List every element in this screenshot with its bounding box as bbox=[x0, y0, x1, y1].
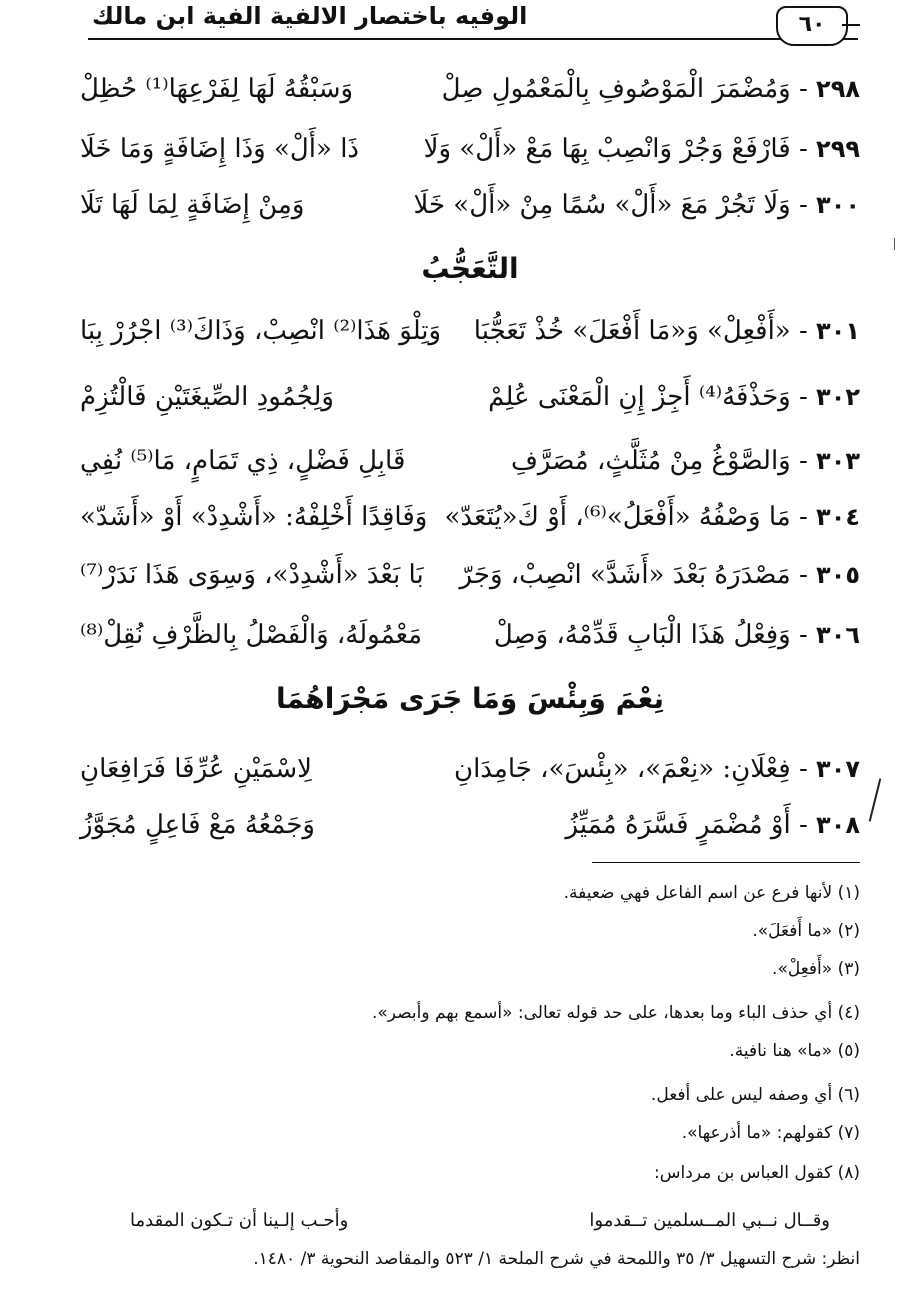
footnote-8: (٨) كقول العباس بن مرداس: bbox=[654, 1163, 860, 1183]
verse-300 bbox=[80, 180, 860, 230]
verse-number: ٣٠٠ bbox=[816, 191, 860, 219]
verse-second-hemistich: بَا بَعْدَ «أَشْدِدْ»، وَسِوَى هَذَا نَدَرْ⁽⁷⁾ bbox=[80, 560, 424, 590]
footnote-2: (٢) «ما أَفعَلَ». bbox=[752, 921, 860, 941]
verse-text: فِعْلَانِ: «نِعْمَ»، «بِئْسَ»، جَامِدَانِ bbox=[453, 754, 791, 784]
verse-text: وَفِعْلُ هَذَا الْبَابِ قَدِّمْهُ، وَصِلْ bbox=[493, 620, 791, 650]
footnote-4: (٤) أي حذف الباء وما بعدها، على حد قوله تعالى: «أسمع بهم وأبصر». bbox=[371, 1003, 860, 1023]
verse-first-hemistich: ٣٠٣ - وَالصَّوْغُ مِنْ مُثَلَّثٍ، مُصَرَّفِ bbox=[510, 446, 860, 476]
verse-304 bbox=[80, 492, 860, 542]
verse-second-hemistich: قَابِلِ فَضْلٍ، ذِي تَمَامٍ، مَا⁽⁵⁾ نُفِي bbox=[80, 446, 406, 476]
margin-mark bbox=[894, 238, 895, 250]
footnote-reference: انظر: شرح التسهيل ٣/ ٣٥ واللمحة في شرح الملحة ١/ ٥٢٣ والمقاصد النحوية ٣/ ١٤٨٠. bbox=[253, 1249, 860, 1269]
header-rule bbox=[88, 38, 858, 40]
page-number: ٦٠ bbox=[776, 6, 848, 46]
verse-299 bbox=[80, 124, 860, 174]
verse-number: ٣٠٧ bbox=[816, 755, 860, 783]
verse-text: أَوْ مُضْمَرٍ فَسَّرَهُ مُمَيِّزُ bbox=[565, 810, 791, 840]
verse-text: فَارْفَعْ وَجُرْ وَانْصِبْ بِهَا مَعْ «أَلْ» وَلَا bbox=[423, 134, 791, 164]
verse-second-hemistich: وَجَمْعُهُ مَعْ فَاعِلٍ مُجَوَّزُ bbox=[80, 810, 315, 840]
verse-number: ٣٠٦ bbox=[816, 621, 860, 649]
verse-text: وَلَا تَجُرْ مَعَ «أَلْ» سُمًا مِنْ «أَلْ» خَلَا bbox=[413, 190, 791, 220]
verse-number: ٣٠٤ bbox=[816, 503, 860, 531]
footnote-1: (١) لأنها فرع عن اسم الفاعل فهي ضعيفة. bbox=[563, 883, 860, 903]
verse-302 bbox=[80, 372, 860, 422]
verse-number: ٣٠٨ bbox=[816, 811, 860, 839]
margin-slash-mark bbox=[869, 778, 882, 821]
verse-second-hemistich: وَفَاقِدًا أَخْلِفْهُ: «أَشْدِدْ» أَوْ «أَشَدّ» bbox=[80, 502, 428, 532]
verse-first-hemistich: ٣٠٢ - وَحَذْفَهُ⁽⁴⁾ أَجِزْ إِنِ الْمَعْنَى عُلِمْ bbox=[488, 382, 860, 412]
footnote-5: (٥) «ما» هنا نافية. bbox=[729, 1041, 860, 1061]
section-title-nima-bisa: نِعْمَ وَبِئْسَ وَمَا جَرَى مَجْرَاهُمَا bbox=[276, 682, 664, 715]
poem-second-hemistich: وأحـب إلـينا أن تـكون المقدما bbox=[130, 1210, 349, 1231]
verse-second-hemistich: وَمِنْ إِضَافَةٍ لِمَا لَهَا تَلَا bbox=[80, 190, 305, 220]
footnote-3: (٣) «أَفعِلْ». bbox=[772, 959, 860, 979]
verse-303 bbox=[80, 436, 860, 486]
verse-second-hemistich: ذَا «أَلْ» وَذَا إِضَافَةٍ وَمَا خَلَا bbox=[80, 134, 359, 164]
verse-text: وَحَذْفَهُ⁽⁴⁾ أَجِزْ إِنِ الْمَعْنَى عُلِمْ bbox=[488, 382, 791, 412]
verse-second-hemistich: وَسَبْقُهُ لَهَا لِفَرْعِهَا⁽¹⁾ حُظِلْ bbox=[80, 74, 354, 104]
verse-number: ٢٩٨ bbox=[816, 75, 860, 103]
verse-first-hemistich: ٢٩٩ - فَارْفَعْ وَجُرْ وَانْصِبْ بِهَا مَعْ «أَلْ» وَلَا bbox=[423, 134, 860, 164]
page-number-ornament bbox=[842, 24, 860, 26]
verse-second-hemistich: مَعْمُولَهُ، وَالْفَصْلُ بِالظَّرْفِ نُقِلْ⁽⁸⁾ bbox=[80, 620, 423, 650]
verse-text: وَالصَّوْغُ مِنْ مُثَلَّثٍ، مُصَرَّفِ bbox=[510, 446, 791, 476]
verse-first-hemistich: ٣٠٨ - أَوْ مُضْمَرٍ فَسَّرَهُ مُمَيِّزُ bbox=[565, 810, 860, 840]
quoted-poem-line bbox=[130, 1204, 830, 1238]
poem-first-hemistich: وقــال نــبي المــسلمين تــقدموا bbox=[589, 1210, 830, 1231]
verse-number: ٣٠١ bbox=[816, 317, 860, 345]
verse-second-hemistich: وَلِجُمُودِ الصِّيغَتَيْنِ فَالْتُزِمْ bbox=[80, 382, 334, 412]
verse-308 bbox=[80, 800, 860, 850]
verse-number: ٢٩٩ bbox=[816, 135, 860, 163]
verse-305 bbox=[80, 550, 860, 600]
verse-text: مَصْدَرَهُ بَعْدَ «أَشَدَّ» انْصِبْ، وَجَرّ bbox=[459, 560, 791, 590]
verse-text: وَمُضْمَرَ الْمَوْصُوفِ بِالْمَعْمُولِ صِلْ bbox=[441, 74, 791, 104]
verse-306 bbox=[80, 610, 860, 660]
section-title-taajjub: التَّعَجُّبُ bbox=[421, 252, 519, 285]
verse-307 bbox=[80, 744, 860, 794]
verse-first-hemistich: ٣٠١ - «أَفْعِلْ» وَ«مَا أَفْعَلَ» خُذْ تَعَجُّبَا bbox=[473, 316, 860, 346]
verse-first-hemistich: ٣٠٥ - مَصْدَرَهُ بَعْدَ «أَشَدَّ» انْصِبْ، وَجَرّ bbox=[459, 560, 860, 590]
verse-second-hemistich: لِاسْمَيْنِ عُرِّفَا فَرَافِعَانِ bbox=[80, 754, 313, 784]
verse-first-hemistich: ٣٠٤ - مَا وَصْفُهُ «أَفْعَلُ»⁽⁶⁾، أَوْ كَ«يُتَعَدّ» bbox=[444, 502, 860, 532]
verse-second-hemistich: وَتِلْوَ هَذَا⁽²⁾ انْصِبْ، وَذَاكَ⁽³⁾ اجْرُرْ بِبَا bbox=[80, 316, 442, 346]
verse-298 bbox=[80, 64, 860, 114]
verse-text: مَا وَصْفُهُ «أَفْعَلُ»⁽⁶⁾، أَوْ كَ«يُتَعَدّ» bbox=[444, 502, 791, 532]
footnote-7: (٧) كقولهم: «ما أذرعها». bbox=[681, 1123, 860, 1143]
verse-first-hemistich: ٣٠٧ - فِعْلَانِ: «نِعْمَ»، «بِئْسَ»، جَامِدَانِ bbox=[453, 754, 860, 784]
verse-first-hemistich: ٣٠٦ - وَفِعْلُ هَذَا الْبَابِ قَدِّمْهُ، وَصِلْ bbox=[493, 620, 860, 650]
verse-text: «أَفْعِلْ» وَ«مَا أَفْعَلَ» خُذْ تَعَجُّبَا bbox=[473, 316, 791, 346]
verse-first-hemistich: ٢٩٨ - وَمُضْمَرَ الْمَوْصُوفِ بِالْمَعْمُولِ صِلْ bbox=[441, 74, 860, 104]
footnote-rule bbox=[592, 862, 860, 863]
verse-number: ٣٠٣ bbox=[816, 447, 860, 475]
verse-number: ٣٠٢ bbox=[816, 383, 860, 411]
verse-number: ٣٠٥ bbox=[816, 561, 860, 589]
footnote-6: (٦) أي وصفه ليس على أفعل. bbox=[650, 1085, 860, 1105]
book-title: الوفيه باختصار الالفية الفية ابن مالك bbox=[92, 2, 528, 30]
verse-301 bbox=[80, 306, 860, 356]
verse-first-hemistich: ٣٠٠ - وَلَا تَجُرْ مَعَ «أَلْ» سُمًا مِنْ «أَلْ» خَلَا bbox=[413, 190, 860, 220]
